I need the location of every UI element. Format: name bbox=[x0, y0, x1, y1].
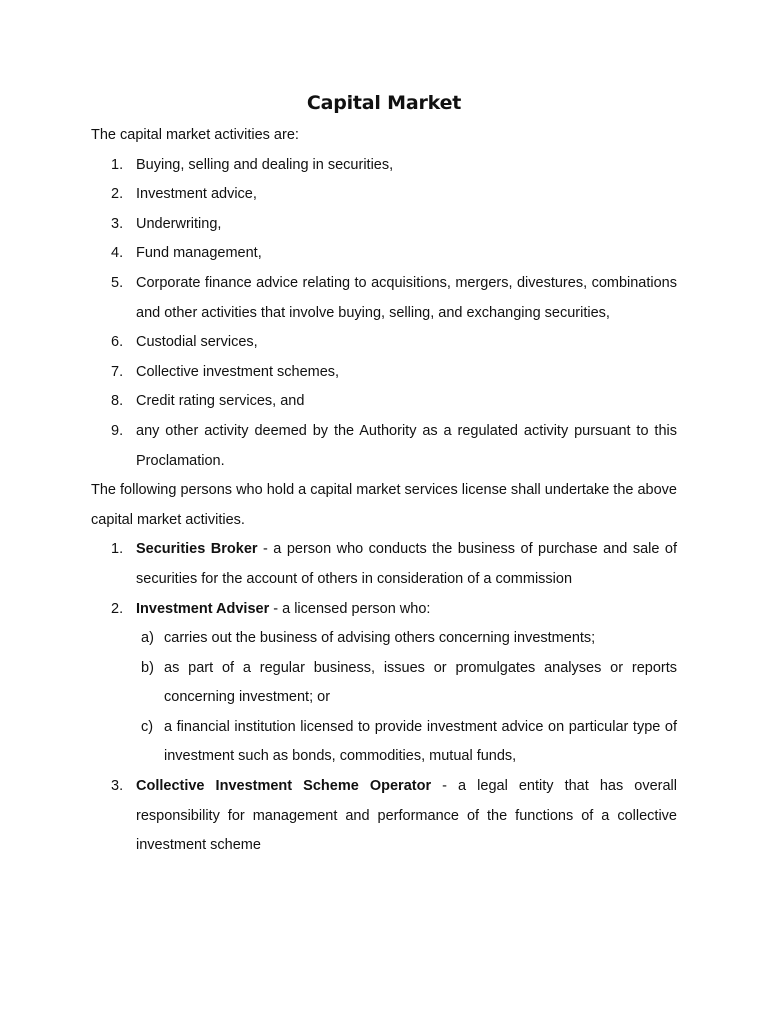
list-number: 2. bbox=[111, 186, 124, 203]
list-item bbox=[91, 151, 677, 181]
term-definition: - a person who conducts the business of purchase and sale of securities for the account of others in consideration of a commission bbox=[136, 541, 677, 587]
list-item-text: Fund management, bbox=[136, 245, 262, 262]
term-label: Securities Broker bbox=[136, 541, 258, 558]
list-item bbox=[91, 328, 677, 358]
list-number: 7. bbox=[111, 363, 124, 380]
list-number: 1. bbox=[111, 156, 124, 173]
activities-list bbox=[91, 151, 677, 477]
list-item-text: Collective investment schemes, bbox=[136, 363, 340, 380]
list-number: 4. bbox=[111, 245, 124, 262]
list-item bbox=[91, 387, 677, 417]
term-label: Collective Investment Scheme Operator bbox=[136, 778, 432, 795]
list-item-text: Investment advice, bbox=[136, 186, 257, 203]
list-item bbox=[91, 358, 677, 388]
activities-intro: The capital market activities are: bbox=[91, 127, 299, 143]
list-item-text: Credit rating services, and bbox=[136, 393, 305, 410]
list-item bbox=[91, 417, 677, 476]
sub-list-letter: a) bbox=[141, 630, 154, 647]
document-title: Capital Market bbox=[306, 92, 462, 114]
sub-list-item-text: a financial institution licensed to provide investment advice on particular type of investment such as bonds, commodities, mutual funds, bbox=[164, 718, 677, 765]
term-label: Investment Adviser bbox=[136, 600, 270, 617]
adviser-sub-list bbox=[91, 624, 677, 772]
list-number: 3. bbox=[111, 778, 124, 795]
list-item bbox=[91, 239, 677, 269]
list-item-text: Underwriting, bbox=[136, 215, 222, 232]
list-item bbox=[91, 180, 677, 210]
list-item-text: Buying, selling and dealing in securities, bbox=[136, 156, 394, 173]
list-number: 1. bbox=[111, 541, 124, 558]
list-item bbox=[91, 269, 677, 328]
term-definition: - a licensed person who: bbox=[269, 600, 431, 617]
list-number: 8. bbox=[111, 393, 124, 410]
persons-list bbox=[91, 535, 677, 624]
list-item bbox=[91, 210, 677, 240]
list-number: 3. bbox=[111, 215, 124, 232]
list-item-text: any other activity deemed by the Authority as a regulated activity pursuant to this Proclamation. bbox=[136, 422, 677, 469]
list-item-securities-broker bbox=[91, 535, 677, 594]
list-item-text: Corporate finance advice relating to acquisitions, mergers, divestures, combinations and other activities that involve buying, selling, and exchanging securities, bbox=[136, 274, 677, 321]
sub-list-item-text: as part of a regular business, issues or promulgates analyses or reports concerning investment; or bbox=[164, 659, 677, 706]
list-number: 2. bbox=[111, 600, 124, 617]
list-number: 6. bbox=[111, 334, 124, 351]
sub-list-item bbox=[91, 624, 677, 654]
sub-list-item bbox=[91, 713, 677, 772]
sub-list-letter: c) bbox=[141, 718, 154, 735]
list-item-collective-investment-scheme-operator bbox=[91, 772, 677, 861]
list-item-text: Custodial services, bbox=[136, 334, 258, 351]
sub-list-letter: b) bbox=[141, 659, 154, 676]
sub-list-item-text: carries out the business of advising others concerning investments; bbox=[164, 630, 596, 647]
list-number: 5. bbox=[111, 274, 124, 291]
persons-list-continued bbox=[91, 772, 677, 861]
sub-list-item bbox=[91, 654, 677, 713]
list-item-investment-adviser bbox=[91, 595, 677, 625]
term-definition: - a legal entity that has overall responsibility for management and performance of the functions of a collective investment scheme bbox=[136, 778, 677, 854]
list-number: 9. bbox=[111, 422, 124, 439]
persons-intro: The following persons who hold a capital market services license shall undertake the above capital market activities. bbox=[91, 482, 677, 528]
